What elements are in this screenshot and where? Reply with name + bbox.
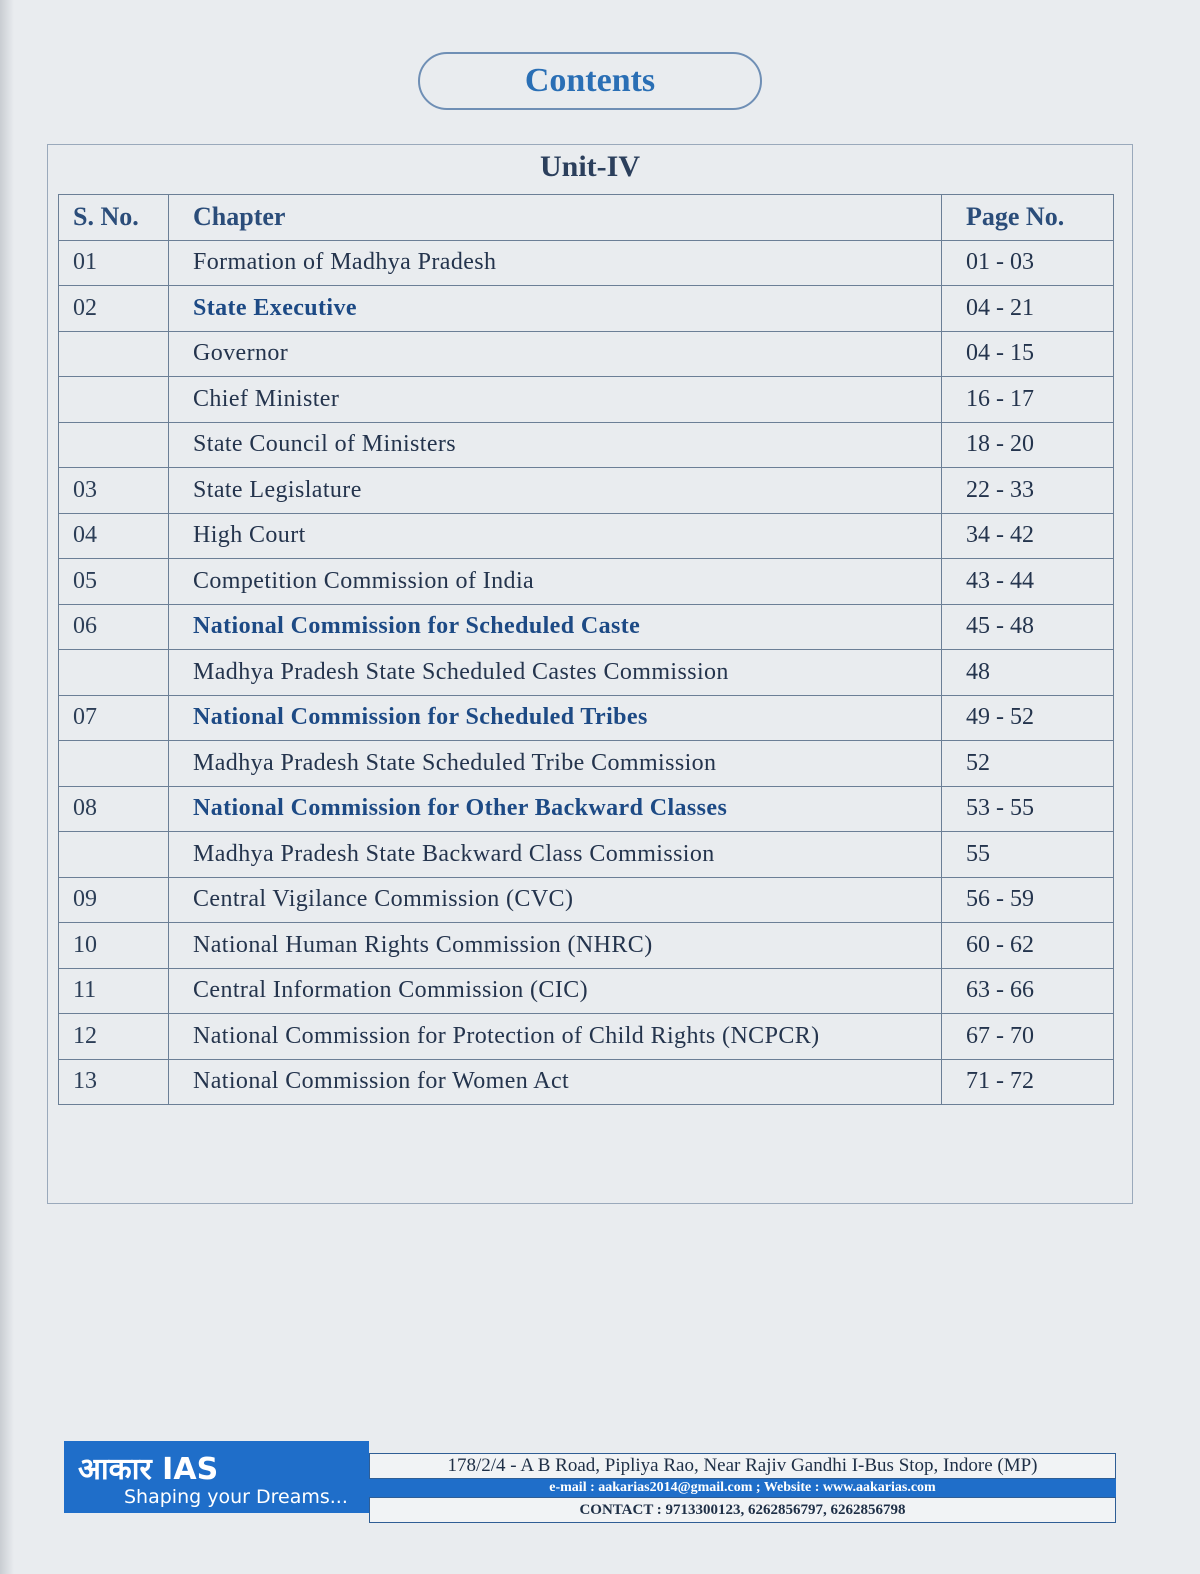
table-row	[59, 786, 1114, 832]
brand-tagline: Shaping your Dreams...	[124, 1486, 348, 1508]
contents-title-pill	[418, 52, 762, 110]
row-page: 48	[942, 650, 1114, 696]
row-page: 52	[942, 741, 1114, 787]
row-sno: 05	[59, 559, 169, 605]
row-page: 53 - 55	[942, 786, 1114, 832]
row-page: 18 - 20	[942, 422, 1114, 468]
row-sno: 13	[59, 1059, 169, 1105]
row-page: 45 - 48	[942, 604, 1114, 650]
footer-email: e-mail : aakarias2014@gmail.com ; Website : www.aakarias.com	[369, 1479, 1116, 1497]
row-page: 22 - 33	[942, 468, 1114, 514]
row-sno: 10	[59, 923, 169, 969]
row-page: 67 - 70	[942, 1014, 1114, 1060]
table-row	[59, 741, 1114, 787]
row-page: 34 - 42	[942, 513, 1114, 559]
row-chapter: Competition Commission of India	[169, 559, 942, 605]
row-sno	[59, 422, 169, 468]
brand-block	[64, 1441, 369, 1513]
header-sno: S. No.	[59, 195, 169, 241]
footer	[64, 1441, 1116, 1525]
page-edge	[0, 0, 14, 1574]
row-sno	[59, 650, 169, 696]
row-chapter: National Commission for Scheduled Tribes	[169, 695, 942, 741]
row-chapter: Madhya Pradesh State Scheduled Tribe Commission	[169, 741, 942, 787]
table-row	[59, 513, 1114, 559]
row-chapter: National Commission for Women Act	[169, 1059, 942, 1105]
row-sno	[59, 377, 169, 423]
brand-logo: आकार IAS	[78, 1452, 219, 1487]
page-title: Contents	[524, 62, 656, 99]
table-row	[59, 377, 1114, 423]
row-chapter: State Legislature	[169, 468, 942, 514]
row-chapter: National Commission for Scheduled Caste	[169, 604, 942, 650]
row-chapter: Madhya Pradesh State Scheduled Castes Commission	[169, 650, 942, 696]
row-page: 04 - 15	[942, 331, 1114, 377]
row-sno	[59, 331, 169, 377]
row-sno: 06	[59, 604, 169, 650]
row-chapter: Central Information Commission (CIC)	[169, 968, 942, 1014]
footer-address: 178/2/4 - A B Road, Pipliya Rao, Near Rajiv Gandhi I-Bus Stop, Indore (MP)	[369, 1453, 1116, 1479]
row-sno: 01	[59, 240, 169, 286]
table-row	[59, 832, 1114, 878]
table-row	[59, 331, 1114, 377]
row-sno: 12	[59, 1014, 169, 1060]
header-chapter: Chapter	[169, 195, 942, 241]
row-chapter: Madhya Pradesh State Backward Class Commission	[169, 832, 942, 878]
table-row	[59, 923, 1114, 969]
table-row	[59, 1059, 1114, 1105]
table-row	[59, 604, 1114, 650]
row-page: 04 - 21	[942, 286, 1114, 332]
table-body	[59, 240, 1114, 1105]
table-row	[59, 650, 1114, 696]
row-chapter: High Court	[169, 513, 942, 559]
row-sno: 02	[59, 286, 169, 332]
table-row	[59, 422, 1114, 468]
row-sno: 07	[59, 695, 169, 741]
row-chapter: Central Vigilance Commission (CVC)	[169, 877, 942, 923]
row-sno: 09	[59, 877, 169, 923]
row-sno: 11	[59, 968, 169, 1014]
row-chapter: National Human Rights Commission (NHRC)	[169, 923, 942, 969]
row-page: 71 - 72	[942, 1059, 1114, 1105]
row-sno: 03	[59, 468, 169, 514]
footer-contact: CONTACT : 9713300123, 6262856797, 6262856798	[369, 1497, 1116, 1523]
row-page: 16 - 17	[942, 377, 1114, 423]
row-sno	[59, 832, 169, 878]
contents-table	[58, 194, 1114, 1105]
row-page: 60 - 62	[942, 923, 1114, 969]
table-header-row	[59, 195, 1114, 241]
table-row	[59, 1014, 1114, 1060]
row-page: 01 - 03	[942, 240, 1114, 286]
row-chapter: Chief Minister	[169, 377, 942, 423]
row-page: 43 - 44	[942, 559, 1114, 605]
row-sno	[59, 741, 169, 787]
row-chapter: National Commission for Other Backward Classes	[169, 786, 942, 832]
table-row	[59, 468, 1114, 514]
table-row	[59, 559, 1114, 605]
table-row	[59, 968, 1114, 1014]
row-chapter: National Commission for Protection of Child Rights (NCPCR)	[169, 1014, 942, 1060]
table-row	[59, 286, 1114, 332]
table-row	[59, 240, 1114, 286]
row-page: 55	[942, 832, 1114, 878]
row-page: 49 - 52	[942, 695, 1114, 741]
row-chapter: Governor	[169, 331, 942, 377]
row-page: 63 - 66	[942, 968, 1114, 1014]
table-row	[59, 877, 1114, 923]
row-chapter: State Council of Ministers	[169, 422, 942, 468]
row-sno: 08	[59, 786, 169, 832]
row-page: 56 - 59	[942, 877, 1114, 923]
header-page: Page No.	[942, 195, 1114, 241]
table-row	[59, 695, 1114, 741]
row-sno: 04	[59, 513, 169, 559]
row-chapter: State Executive	[169, 286, 942, 332]
unit-heading: Unit-IV	[539, 150, 640, 183]
row-chapter: Formation of Madhya Pradesh	[169, 240, 942, 286]
